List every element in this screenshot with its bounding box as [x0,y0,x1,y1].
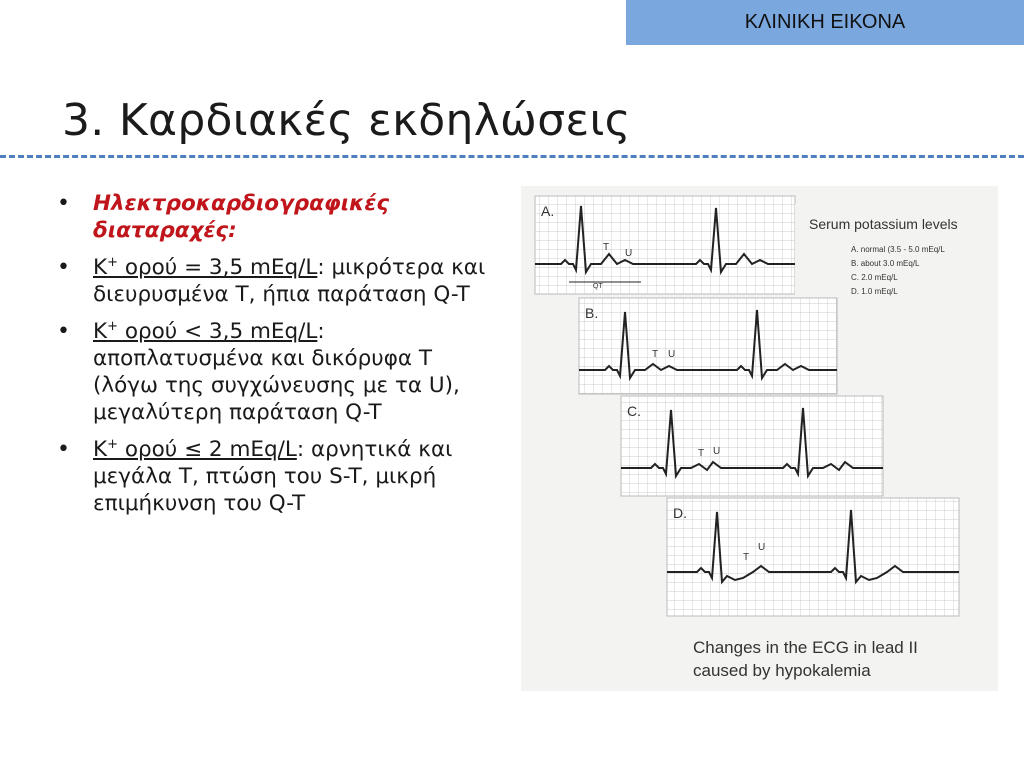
bullet-heading [55,190,495,244]
ecg-panel-d [667,498,959,616]
potassium-condition: K+ ορού = 3,5 mEq/L [93,254,318,280]
page-title: 3. Καρδιακές εκδηλώσεις [62,95,631,147]
bullet-item: • K+ ορού < 3,5 mEq/L: αποπλατυσμένα και δικόρυφα T (λόγω της συγχώνευσης με τα U), μεγαλύτερη παράταση Q-T [55,318,495,426]
figure-caption [693,638,918,680]
svg-text:B. about 3.0 mEq/L: B. about 3.0 mEq/L [851,259,920,268]
svg-text:caused by hypokalemia: caused by hypokalemia [693,661,871,680]
svg-text:A. normal (3.5 - 5.0 mEq/L: A. normal (3.5 - 5.0 mEq/L [851,245,945,254]
potassium-condition: K+ ορού < 3,5 mEq/L [93,318,318,344]
svg-text:C. 2.0 mEq/L: C. 2.0 mEq/L [851,273,898,282]
ecg-panel-b [579,298,837,394]
bullet-list [55,190,495,527]
svg-text:T: T [698,448,705,459]
svg-text:U: U [625,248,633,259]
ecg-panel-c [621,396,883,496]
svg-text:U: U [758,542,766,553]
ecg-illustration [521,186,998,691]
svg-text:D.: D. [673,505,687,521]
bullet-description: αρνητικά και μεγάλα T, πτώση του S-T, μικρή επιμήκυνση του Q-T [93,437,453,516]
svg-text:T: T [652,349,659,360]
panel-label: A. [541,203,555,219]
svg-text:Changes in the ECG in lead II: Changes in the ECG in lead II [693,638,918,657]
bullet-description: αποπλατυσμένα και δικόρυφα T (λόγω της συγχώνευσης με τα U), μεγαλύτερη παράταση Q-T [93,346,460,425]
svg-text:B.: B. [585,305,599,321]
bullet-item: • K+ ορού ≤ 2 mEq/L: αρνητικά και μεγάλα T, πτώση του S-T, μικρή επιμήκυνση του Q-T [55,436,495,517]
potassium-condition: K+ ορού ≤ 2 mEq/L [93,436,297,462]
svg-text:QT: QT [593,283,603,290]
svg-text:U: U [668,349,676,360]
bullet-description: μικρότερα και διευρυσμένα T, ήπια παράταση Q-T [93,255,486,307]
svg-text:U: U [713,446,721,457]
svg-text:T: T [603,242,610,253]
ecg-disorders-heading: Ηλεκτροκαρδιογραφικές διαταραχές: [93,191,390,243]
svg-text:C.: C. [627,403,641,419]
section-tag: ΚΛΙΝΙΚΗ ΕΙΚΟΝΑ [626,0,1024,45]
svg-text:D. 1.0 mEq/L: D. 1.0 mEq/L [851,287,898,296]
bullet-item: • K+ ορού = 3,5 mEq/L: μικρότερα και διευρυσμένα T, ήπια παράταση Q-T [55,254,495,308]
ecg-figure [521,186,998,691]
dashed-divider [0,155,1024,158]
ecg-panel-a [535,196,795,294]
svg-text:Serum potassium levels: Serum potassium levels [809,216,958,232]
svg-text:T: T [743,552,750,563]
